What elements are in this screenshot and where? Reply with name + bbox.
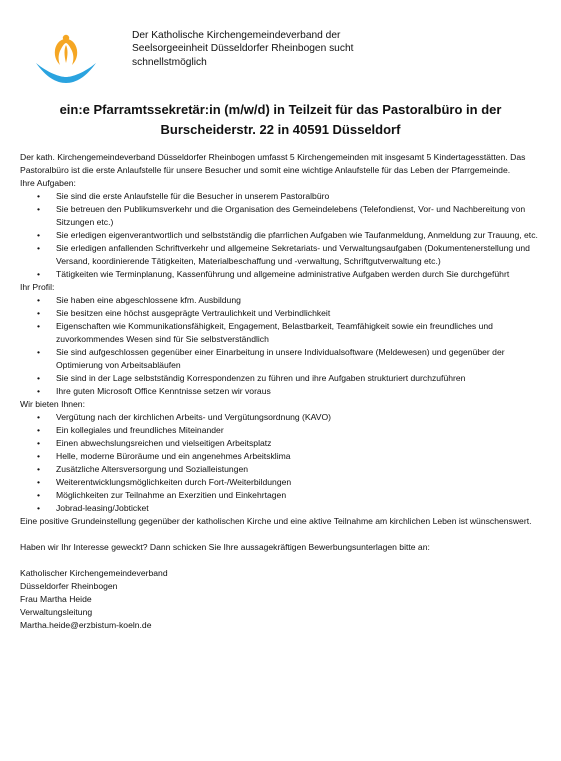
list-item: • Tätigkeiten wie Terminplanung, Kassenführung und allgemeine administrative Aufgaben werden durch Sie durchgeführt bbox=[37, 269, 510, 279]
list-item: • Eigenschaften wie Kommunikationsfähigkeit, Engagement, Belastbarkeit, Teamfähigkeit sowie ein freundliches und zuvorkommendes Wesen sind für Sie selbstverständlich bbox=[37, 321, 493, 344]
offer-heading: Wir bieten Ihnen: bbox=[20, 399, 85, 409]
list-item: • Vergütung nach der kirchlichen Arbeits- und Vergütungsordnung (KAVO) bbox=[37, 412, 332, 422]
bullet-icon: • bbox=[37, 386, 41, 396]
list-item: • Sie betreuen den Publikumsverkehr und die Organisation des Gemeindelebens (Telefondienst, Vor- und Nachbereitung von Sitzungen etc.) bbox=[37, 204, 526, 227]
intro-line: Der Katholische Kirchengemeindeverband der bbox=[132, 30, 341, 41]
profile-heading: Ihr Profil: bbox=[20, 282, 55, 292]
job-title bbox=[10, 100, 551, 140]
call-to-action: Haben wir Ihr Interesse geweckt? Dann schicken Sie Ihre aussagekräftigen Bewerbungsunterlagen bitte an: bbox=[20, 542, 430, 552]
list-item: • Sie besitzen eine höchst ausgeprägte Vertraulichkeit und Verbindlichkeit bbox=[37, 308, 331, 318]
logo-head bbox=[63, 35, 69, 41]
contact-line: Verwaltungsleitung bbox=[20, 607, 93, 617]
list-item: • Möglichkeiten zur Teilnahme an Exerzitien und Einkehrtagen bbox=[37, 490, 287, 500]
bullet-icon: • bbox=[37, 308, 41, 318]
list-item: • Sie sind aufgeschlossen gegenüber einer Einarbeitung in unsere Individualsoftware (Meldewesen) und gegenüber der Optimierung von Arbeitsabläufen bbox=[37, 347, 505, 370]
list-item: • Sie erledigen anfallenden Schriftverkehr und allgemeine Sekretariats- und Verwaltungsaufgaben (Dokumentenerstellung und Versand, koordinierende Tätigkeiten, Materialbeschaffung und -verwaltung, Schriftgutverwaltung etc.) bbox=[37, 243, 530, 266]
bullet-icon: • bbox=[37, 230, 41, 240]
job-description bbox=[20, 151, 540, 632]
bullet-icon: • bbox=[37, 243, 41, 253]
bullet-icon: • bbox=[37, 191, 41, 201]
bullet-icon: • bbox=[37, 373, 41, 383]
list-item: • Sie sind in der Lage selbstständig Korrespondenzen zu führen und ihre Aufgaben strukturiert durchzuführen bbox=[37, 373, 466, 383]
bullet-icon: • bbox=[37, 347, 41, 357]
bullet-icon: • bbox=[37, 438, 41, 448]
list-item: • Weiterentwicklungsmöglichkeiten durch Fort-/Weiterbildungen bbox=[37, 477, 292, 487]
list-item: • Helle, moderne Büroräume und ein angenehmes Arbeitsklima bbox=[37, 451, 291, 461]
logo-blue-wave bbox=[36, 63, 96, 83]
contact-address bbox=[20, 567, 540, 632]
church-logo-icon bbox=[34, 33, 98, 85]
list-item: • Ihre guten Microsoft Office Kenntnisse setzen wir voraus bbox=[37, 386, 271, 396]
job-title-line-1: ein:e Pfarramtssekretär:in (m/w/d) in Teilzeit für das Pastoralbüro in der bbox=[59, 102, 502, 117]
list-item: • Sie erledigen eigenverantwortlich und selbstständig die pfarrlichen Aufgaben wie Taufanmeldung, Anmeldung zur Trauung, etc. bbox=[37, 230, 538, 240]
contact-line: Frau Martha Heide bbox=[20, 594, 92, 604]
bullet-icon: • bbox=[37, 412, 41, 422]
logo-orange-figure bbox=[55, 39, 77, 65]
profile-list bbox=[20, 294, 540, 398]
bullet-icon: • bbox=[37, 464, 41, 474]
bullet-icon: • bbox=[37, 477, 41, 487]
attitude-statement: Eine positive Grundeinstellung gegenüber der katholischen Kirche und eine aktive Teilnahme am kirchlichen Leben ist wünschenswert. bbox=[20, 516, 532, 526]
organization-intro bbox=[132, 29, 432, 69]
tasks-list bbox=[20, 190, 540, 281]
offer-list bbox=[20, 411, 540, 515]
contact-line: Katholischer Kirchengemeindeverband bbox=[20, 568, 168, 578]
job-title-line-2: Burscheiderstr. 22 in 40591 Düsseldorf bbox=[160, 122, 401, 137]
bullet-icon: • bbox=[37, 295, 41, 305]
list-item: • Sie haben eine abgeschlossene kfm. Ausbildung bbox=[37, 295, 241, 305]
bullet-icon: • bbox=[37, 269, 41, 279]
list-item: • Zusätzliche Altersversorgung und Sozialleistungen bbox=[37, 464, 249, 474]
list-item: • Sie sind die erste Anlaufstelle für die Besucher in unserem Pastoralbüro bbox=[37, 191, 330, 201]
intro-paragraph: Der kath. Kirchengemeindeverband Düsseldorfer Rheinbogen umfasst 5 Kirchengemeinden mit insgesamt 5 Kindertagesstätten. Das Pastoralbüro ist die erste Anlaufstelle für unsere Besucher und somit eine wichtige Anlaufstelle für das Leben der Pfarrgemeinde. bbox=[20, 152, 526, 175]
contact-line: Düsseldorfer Rheinbogen bbox=[20, 581, 118, 591]
bullet-icon: • bbox=[37, 503, 41, 513]
intro-line: Seelsorgeeinheit Düsseldorfer Rheinbogen sucht bbox=[132, 43, 354, 55]
list-item: • Einen abwechslungsreichen und vielseitigen Arbeitsplatz bbox=[37, 438, 272, 448]
list-item: • Ein kollegiales und freundliches Miteinander bbox=[37, 425, 224, 435]
bullet-icon: • bbox=[37, 204, 41, 214]
tasks-heading: Ihre Aufgaben: bbox=[20, 178, 76, 188]
bullet-icon: • bbox=[37, 425, 41, 435]
intro-line: schnellstmöglich bbox=[132, 56, 207, 68]
bullet-icon: • bbox=[37, 490, 41, 500]
list-item: • Jobrad-leasing/Jobticket bbox=[37, 503, 149, 513]
bullet-icon: • bbox=[37, 321, 41, 331]
bullet-icon: • bbox=[37, 451, 41, 461]
contact-email: Martha.heide@erzbistum-koeln.de bbox=[20, 620, 152, 630]
